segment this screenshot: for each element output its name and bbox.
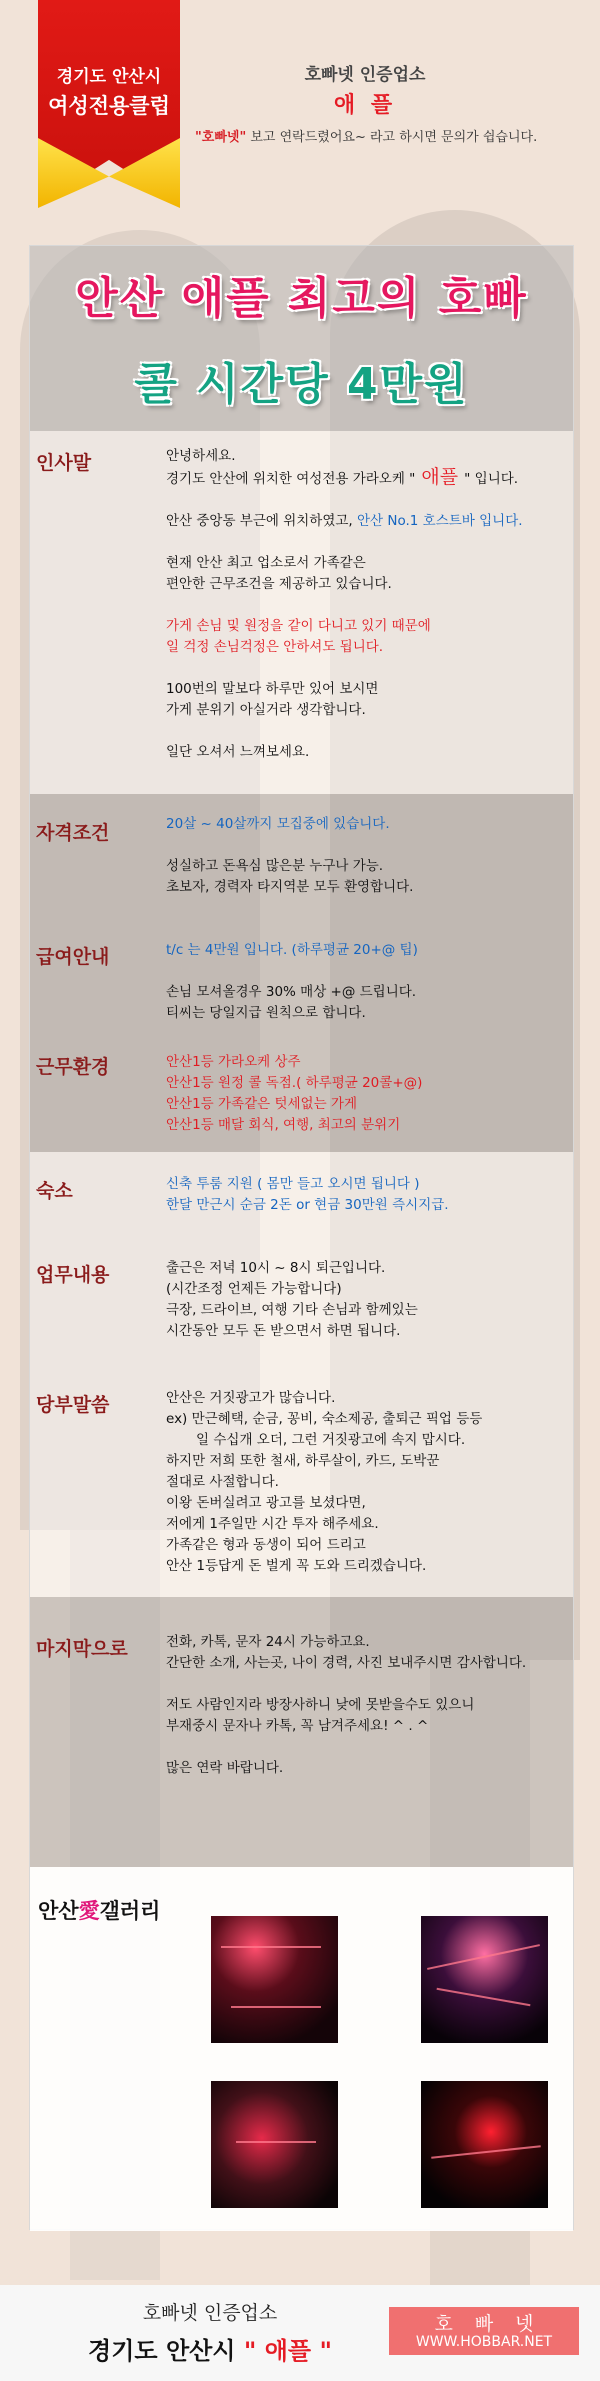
final-line-3: 저도 사람인지라 방장사하니 낮에 못받을수도 있으니 <box>166 1697 475 1713</box>
request-line-7: 저에게 1주일만 시간 투자 해주세요. <box>166 1516 379 1532</box>
pay-rate: t/c 는 4만원 입니다. (하루평균 20+@ 팁) <box>166 942 418 958</box>
qualify-line-2: 초보자, 경력자 타지역분 모두 환영합니다. <box>166 879 414 895</box>
heading-intro: 인사말 <box>36 452 92 474</box>
pay-line-1: 손님 모셔올경우 30% 매상 +@ 드립니다. <box>166 984 417 1000</box>
header-cert-label: 호빠넷 인증업소 <box>304 65 426 85</box>
env-line-4: 안산1등 매달 회식, 여행, 최고의 분위기 <box>166 1117 401 1133</box>
heading-env: 근무환경 <box>36 1056 110 1078</box>
intro-visit-2: 가게 분위기 아실거라 생각합니다. <box>166 702 366 718</box>
intro-env-1: 현재 안산 최고 업소로서 가족같은 <box>166 555 366 571</box>
intro-notice-1: 가게 손님 및 원정을 같이 다니고 있기 때문에 <box>166 618 431 634</box>
final-text <box>166 1632 526 1779</box>
site-name[interactable]: 호빠넷 <box>434 2313 556 2335</box>
intro-area: 안산 중앙동 부근에 위치하였고, 안산 No.1 호스트바 입니다. <box>166 513 523 529</box>
heading-final: 마지막으로 <box>36 1638 128 1660</box>
footer-cert-label: 호빠넷 인증업소 <box>142 2302 278 2324</box>
gallery-photo-1[interactable] <box>211 1916 338 2043</box>
intro-greeting: 안녕하세요. <box>166 448 236 464</box>
tip-highlight: "호빠넷" <box>195 130 247 145</box>
heading-request: 당부말씀 <box>36 1394 110 1416</box>
request-line-2: ex) 만근혜택, 순금, 꽁비, 숙소제공, 출퇴근 픽업 등등 <box>166 1411 483 1427</box>
pay-line-2: 티씨는 당일지급 원칙으로 합니다. <box>166 1005 366 1021</box>
tip-text: 보고 연락드렸어요~ 라고 하시면 문의가 쉽습니다. <box>246 130 538 145</box>
qualify-text <box>166 814 413 898</box>
request-line-9: 안산 1등답게 돈 벌게 꼭 도와 드리겠습니다. <box>166 1558 427 1574</box>
heading-lodging: 숙소 <box>36 1180 73 1202</box>
env-line-1: 안산1등 가라오케 상주 <box>166 1054 301 1070</box>
header-contact-tip <box>195 126 575 145</box>
gallery-photo-2[interactable] <box>421 1916 548 2043</box>
intro-text <box>166 446 523 763</box>
env-line-2: 안산1등 원정 콜 독점.( 하루평균 20콜+@) <box>166 1075 423 1091</box>
header-brand: 애 플 <box>333 93 397 118</box>
ribbon-region: 경기도 안산시 <box>56 67 162 87</box>
lodging-line-2: 한달 만근시 순금 2돈 or 현금 30만원 즉시지급. <box>166 1197 449 1213</box>
work-line-4: 시간동안 모두 돈 받으면서 하면 됩니다. <box>166 1323 401 1339</box>
site-url[interactable]: WWW.HOBBAR.NET <box>415 2334 553 2350</box>
qualify-age: 20살 ~ 40살까지 모집중에 있습니다. <box>166 816 390 832</box>
work-text <box>166 1258 418 1342</box>
gallery-photo-3[interactable] <box>211 2081 338 2208</box>
intro-notice-2: 일 걱정 손님걱정은 안하셔도 됩니다. <box>166 639 384 655</box>
request-line-6: 이왕 돈버실려고 광고를 보셨다면, <box>166 1495 366 1511</box>
intro-location: 경기도 안산에 위치한 여성전용 가라오케 " 애플 " 입니다. <box>166 466 519 488</box>
request-line-5: 절대로 사절합니다. <box>166 1474 279 1490</box>
heading-qualify: 자격조건 <box>36 822 110 844</box>
intro-brand: 애플 <box>415 466 465 488</box>
env-text <box>166 1052 422 1136</box>
lodging-text <box>166 1174 449 1216</box>
footer-brand: 경기도 안산시 " 애플 " <box>88 2337 332 2365</box>
work-line-1: 출근은 저녁 10시 ~ 8시 퇴근입니다. <box>166 1260 386 1276</box>
request-line-1: 안산은 거짓광고가 많습니다. <box>166 1390 336 1406</box>
intro-come: 일단 오셔서 느껴보세요. <box>166 744 310 760</box>
qualify-line-1: 성실하고 돈욕심 많은분 누구나 가능. <box>166 858 384 874</box>
gallery-title: 안산愛갤러리 <box>38 1899 161 1923</box>
intro-env-2: 편안한 근무조건을 제공하고 있습니다. <box>166 576 392 592</box>
heading-pay: 급여안내 <box>36 946 110 968</box>
request-text <box>166 1388 482 1577</box>
final-line-5: 많은 연락 바랍니다. <box>166 1760 284 1776</box>
intro-visit-1: 100번의 말보다 하루만 있어 보시면 <box>166 681 379 697</box>
work-line-2: (시간조정 언제든 가능합니다) <box>166 1281 342 1297</box>
ribbon-club-type: 여성전용클럽 <box>48 94 170 118</box>
gallery-photo-4[interactable] <box>421 2081 548 2208</box>
pay-text <box>166 940 418 1024</box>
env-line-3: 안산1등 가족같은 텃세없는 가게 <box>166 1096 357 1112</box>
final-line-1: 전화, 카톡, 문자 24시 가능하고요. <box>166 1634 370 1650</box>
request-line-8: 가족같은 형과 동생이 되어 드리고 <box>166 1537 366 1553</box>
final-line-2: 간단한 소개, 사는곳, 나이 경력, 사진 보내주시면 감사합니다. <box>166 1655 527 1671</box>
lodging-line-1: 신축 투룸 지원 ( 몸만 들고 오시면 됩니다 ) <box>166 1176 420 1192</box>
main-subtitle: 콜 시간당 4만원 <box>134 359 469 410</box>
main-title: 안산 애플 최고의 호빠 <box>75 273 528 324</box>
work-line-3: 극장, 드라이브, 여행 기타 손님과 함께있는 <box>166 1302 418 1318</box>
request-line-4: 하지만 저희 또한 철새, 하루살이, 카드, 도박꾼 <box>166 1453 440 1469</box>
gallery-love-glyph: 愛 <box>78 1899 100 1923</box>
final-line-4: 부재중시 문자나 카톡, 꼭 남겨주세요! ^ . ^ <box>166 1718 429 1734</box>
request-line-3: 일 수십개 오더, 그런 거짓광고에 속지 맙시다. <box>166 1432 466 1448</box>
heading-work: 업무내용 <box>36 1264 110 1286</box>
